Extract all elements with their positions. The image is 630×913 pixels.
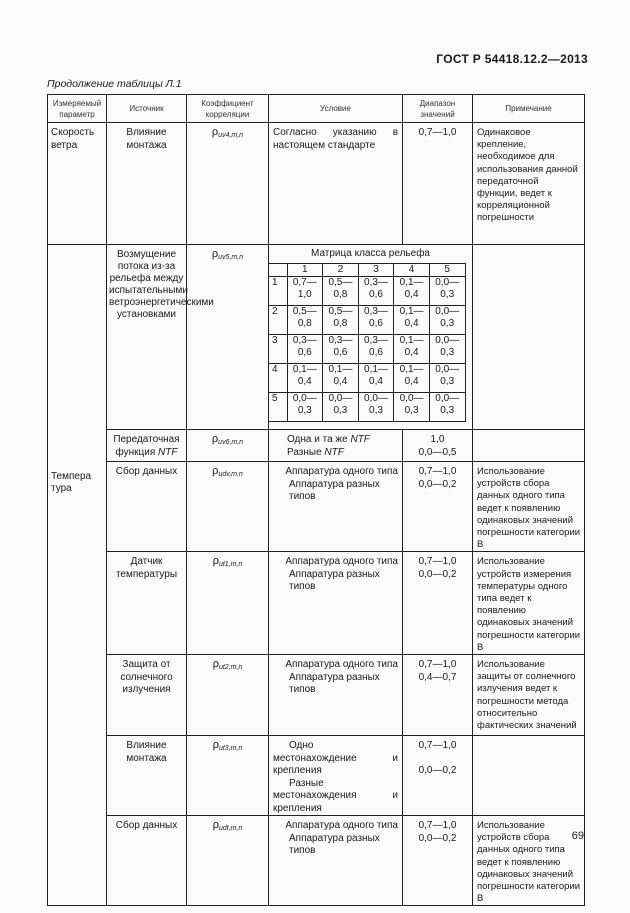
matrix-value: 0,0—0,3 bbox=[429, 392, 465, 421]
matrix-header-row bbox=[269, 263, 472, 276]
matrix-value: 0,0—0,3 bbox=[429, 334, 465, 363]
table-row bbox=[48, 552, 585, 655]
note-cell: Одинаковое крепление, необходимое для использования данной передаточной функции, ведет к корреляционной погрешности bbox=[473, 123, 585, 245]
condition-line: Аппаратура одного типа bbox=[285, 556, 398, 568]
source-cell: Влияние монтажа bbox=[107, 736, 187, 816]
col-header-source: Источник bbox=[107, 95, 187, 123]
table-row bbox=[48, 462, 585, 552]
coef-subscript: udt,m,n bbox=[218, 825, 243, 833]
range-cell bbox=[403, 552, 473, 655]
coef-cell bbox=[187, 430, 269, 462]
matrix-value: 0,1—0,4 bbox=[394, 334, 430, 363]
col-header-range: Диапазон значений bbox=[403, 95, 473, 123]
matrix-row-label: 2 bbox=[269, 305, 287, 334]
table-row bbox=[48, 123, 585, 245]
table-row bbox=[48, 816, 585, 906]
table-row bbox=[48, 245, 585, 430]
range-cell bbox=[403, 655, 473, 736]
source-cell: Защита от солнечного излучения bbox=[107, 655, 187, 736]
range-cell bbox=[403, 462, 473, 552]
matrix-value: 0,3—0,6 bbox=[358, 305, 394, 334]
coef-cell bbox=[187, 736, 269, 816]
condition-cell bbox=[269, 736, 403, 816]
matrix-value: 0,1—0,4 bbox=[394, 363, 430, 392]
condition-cell bbox=[269, 552, 403, 655]
source-cell: Сбор данных bbox=[107, 816, 187, 906]
matrix-value: 0,0—0,3 bbox=[358, 392, 394, 421]
page-number: 69 bbox=[571, 830, 584, 842]
source-cell: Сбор данных bbox=[107, 462, 187, 552]
matrix-value: 0,3—0,6 bbox=[287, 334, 323, 363]
matrix-value: 0,0—0,3 bbox=[287, 392, 323, 421]
range-value: 0,7—1,0 bbox=[418, 127, 457, 138]
coef-symbol: ρ bbox=[212, 819, 219, 832]
range-value: 0,7—1,0 bbox=[418, 740, 457, 752]
matrix-spacer bbox=[465, 334, 472, 363]
standard-header: ГОСТ Р 54418.12.2—2013 bbox=[436, 52, 588, 66]
matrix-title: Матрица класса рельефа bbox=[311, 248, 430, 259]
range-value: 1,0 bbox=[430, 434, 445, 445]
coef-subscript: uv5,m,n bbox=[218, 254, 244, 261]
source-cell: Влияние монтажа bbox=[107, 123, 187, 245]
table-row bbox=[48, 430, 585, 462]
matrix-col-label: 1 bbox=[287, 263, 323, 276]
source-cell: Возмущение потока из-за рельефа между испытательными ветроэнергетическими установками bbox=[107, 245, 187, 430]
condition-line: Аппаратура разных типов bbox=[289, 671, 380, 696]
matrix-spacer bbox=[465, 263, 472, 276]
condition-line: Аппаратура одного типа bbox=[285, 466, 398, 477]
range-value: 0,0—0,2 bbox=[418, 832, 457, 844]
condition-italic: NTF bbox=[350, 434, 370, 445]
matrix-col-label: 4 bbox=[394, 263, 430, 276]
matrix-value: 0,5—0,8 bbox=[323, 305, 359, 334]
condition-line: Разные местонахождения и крепления bbox=[273, 777, 398, 814]
col-header-param: Измеряемый параметр bbox=[48, 95, 107, 123]
source-text-italic: NTF bbox=[158, 446, 178, 458]
note-cell: Использование устройств сбора данных одного типа ведет к появлению одинаковых значений погрешности категории В bbox=[473, 462, 585, 552]
condition-text: Разные bbox=[287, 446, 325, 458]
coef-cell bbox=[187, 462, 269, 552]
col-header-coef: Коэффициент корреляции bbox=[187, 95, 269, 123]
coef-symbol: ρ bbox=[212, 739, 219, 752]
matrix-value: 0,1—0,4 bbox=[287, 363, 323, 392]
condition-cell bbox=[269, 462, 403, 552]
range-value: 0,0—0,2 bbox=[418, 568, 457, 580]
coef-cell bbox=[187, 552, 269, 655]
matrix-row bbox=[269, 392, 472, 421]
matrix-value: 0,3—0,6 bbox=[358, 334, 394, 363]
coef-subscript: udv,m,n bbox=[218, 471, 243, 478]
matrix-value: 0,1—0,4 bbox=[394, 305, 430, 334]
matrix-row-label: 1 bbox=[269, 276, 287, 305]
condition-line: Аппаратура одного типа bbox=[285, 659, 398, 671]
matrix-row-label: 4 bbox=[269, 363, 287, 392]
param-cell bbox=[48, 245, 107, 462]
note-cell bbox=[473, 245, 585, 430]
matrix-value: 0,0—0,3 bbox=[323, 392, 359, 421]
coef-subscript: ut2,m,n bbox=[218, 664, 243, 672]
matrix-value: 0,1—0,4 bbox=[394, 276, 430, 305]
condition-text: Одна и та же bbox=[287, 434, 351, 445]
coef-subscript: uv4,m,n bbox=[218, 132, 244, 139]
range-value: 0,7—1,0 bbox=[418, 820, 457, 832]
condition-line: Одно местонахождение и крепления bbox=[273, 740, 398, 777]
terrain-class-matrix bbox=[269, 263, 472, 422]
col-header-note: Примечание bbox=[473, 95, 585, 123]
matrix-row bbox=[269, 305, 472, 334]
condition-line: Аппаратура разных типов bbox=[289, 832, 380, 857]
condition-cell bbox=[269, 430, 403, 462]
coef-symbol: ρ bbox=[212, 465, 219, 477]
matrix-row bbox=[269, 334, 472, 363]
table-caption: Продолжение таблицы Л.1 bbox=[47, 78, 182, 90]
condition-line: Аппаратура одного типа bbox=[285, 820, 398, 832]
matrix-value: 0,0—0,3 bbox=[394, 392, 430, 421]
note-cell: Использование устройств сбора данных одного типа ведет к появлению одинаковых значений погрешности категории В bbox=[473, 816, 585, 906]
range-value: 0,0—0,2 bbox=[418, 478, 457, 490]
matrix-row-label: 5 bbox=[269, 392, 287, 421]
table-header-row bbox=[48, 95, 585, 123]
source-text: Передаточная функция bbox=[113, 434, 180, 458]
range-value: 0,0—0,2 bbox=[418, 764, 457, 776]
matrix-row bbox=[269, 276, 472, 305]
range-value: 0,7—1,0 bbox=[418, 556, 457, 568]
matrix-value: 0,3—0,6 bbox=[358, 276, 394, 305]
param-cell: Скорость ветра bbox=[48, 123, 107, 245]
condition-line: Аппаратура разных типов bbox=[289, 478, 380, 502]
coef-subscript: ut3,m,n bbox=[218, 745, 243, 753]
range-value: 0,7—1,0 bbox=[418, 466, 457, 477]
range-cell bbox=[403, 430, 473, 462]
col-header-condition: Условие bbox=[269, 95, 403, 123]
matrix-spacer bbox=[465, 363, 472, 392]
note-cell bbox=[473, 736, 585, 816]
condition-line bbox=[287, 447, 398, 460]
range-value: 0,4—0,7 bbox=[418, 671, 457, 683]
matrix-corner bbox=[269, 263, 287, 276]
matrix-value: 0,0—0,3 bbox=[429, 363, 465, 392]
coef-cell bbox=[187, 245, 269, 430]
range-value: 0,7—1,0 bbox=[418, 659, 457, 671]
matrix-cell bbox=[269, 245, 473, 430]
coef-symbol: ρ bbox=[212, 555, 219, 568]
condition-line: Аппаратура разных типов bbox=[289, 568, 380, 593]
note-cell bbox=[473, 430, 585, 462]
range-value: 0,0—0,5 bbox=[418, 446, 457, 458]
condition-italic: NTF bbox=[324, 446, 344, 458]
coef-symbol: ρ bbox=[211, 126, 219, 138]
param-cell bbox=[48, 462, 107, 906]
coef-symbol: ρ bbox=[211, 248, 219, 260]
matrix-col-label: 3 bbox=[358, 263, 394, 276]
range-cell bbox=[403, 123, 473, 245]
matrix-spacer bbox=[465, 392, 472, 421]
coef-cell bbox=[187, 655, 269, 736]
data-table bbox=[47, 94, 585, 906]
table-row bbox=[48, 655, 585, 736]
range-cell bbox=[403, 736, 473, 816]
matrix-value: 0,1—0,4 bbox=[323, 363, 359, 392]
coef-subscript: uv6,m,n bbox=[218, 439, 244, 446]
condition-line bbox=[287, 434, 398, 447]
coef-cell bbox=[187, 816, 269, 906]
coef-cell bbox=[187, 123, 269, 245]
table-row bbox=[48, 736, 585, 816]
matrix-spacer bbox=[465, 276, 472, 305]
param-text: Температура bbox=[51, 470, 92, 494]
coef-symbol: ρ bbox=[211, 433, 219, 445]
source-cell bbox=[107, 430, 187, 462]
matrix-row bbox=[269, 363, 472, 392]
condition-cell bbox=[269, 655, 403, 736]
coef-symbol: ρ bbox=[212, 658, 219, 671]
note-cell: Использование устройств измерения температуры одного типа ведет к появлению одинаковых значений погрешности категории В bbox=[473, 552, 585, 655]
source-cell: Датчик температуры bbox=[107, 552, 187, 655]
range-cell bbox=[403, 816, 473, 906]
matrix-value: 0,0—0,3 bbox=[429, 276, 465, 305]
matrix-value: 0,5—0,8 bbox=[323, 276, 359, 305]
matrix-value: 0,3—0,6 bbox=[323, 334, 359, 363]
note-cell: Использование защиты от солнечного излучения ведет к погрешности метода относительно фактических значений bbox=[473, 655, 585, 736]
matrix-spacer bbox=[465, 305, 472, 334]
condition-cell bbox=[269, 816, 403, 906]
matrix-value: 0,1—0,4 bbox=[358, 363, 394, 392]
matrix-value: 0,5—0,8 bbox=[287, 305, 323, 334]
matrix-value: 0,0—0,3 bbox=[429, 305, 465, 334]
matrix-col-label: 5 bbox=[429, 263, 465, 276]
condition-text: Согласно указанию в настоящем стандарте bbox=[273, 127, 398, 151]
matrix-value: 0,7—1,0 bbox=[287, 276, 323, 305]
matrix-row-label: 3 bbox=[269, 334, 287, 363]
condition-cell bbox=[269, 123, 403, 245]
coef-subscript: ut1,m,n bbox=[218, 561, 243, 569]
matrix-col-label: 2 bbox=[323, 263, 359, 276]
